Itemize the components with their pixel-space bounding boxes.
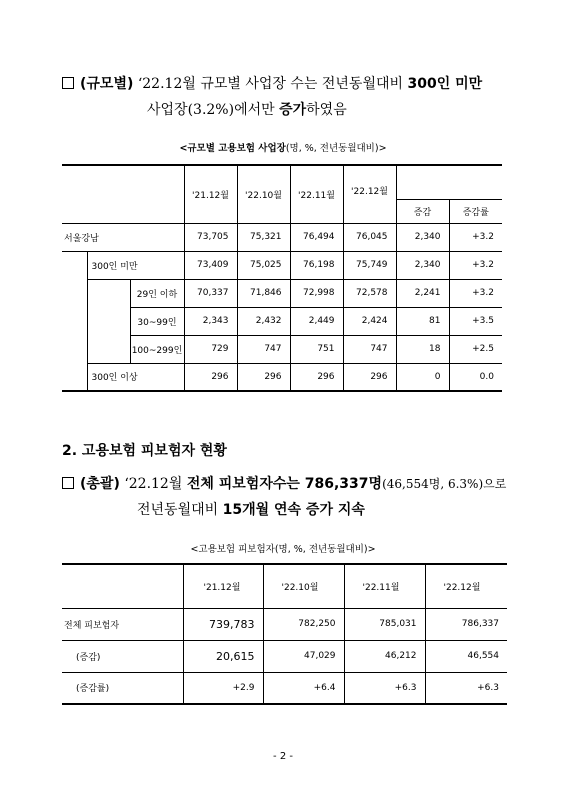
table-cell: 73,705 [184,223,237,251]
table-cell: 739,783 [183,608,263,640]
table-cell: 47,029 [263,640,344,672]
table-cell: +3.5 [449,307,502,335]
table-cell: 296 [237,363,290,391]
table-row [62,672,507,704]
section2-line2-bold: 15개월 연속 증가 지속 [222,502,365,518]
table-cell: +2.5 [449,335,502,363]
table2-header: '21.12월 [183,564,263,608]
section1-line2-bold: 증가 [279,102,307,118]
section2-line1-pre: ‘22.12월 [124,476,183,492]
table-cell: 747 [343,335,396,363]
table-cell: 2,340 [396,251,449,279]
table-cell: 0.0 [449,363,502,391]
section1-line1-bold: 300인 미만 [407,76,483,92]
table-cell: 751 [290,335,343,363]
table-cell: +3.2 [449,251,502,279]
table-cell: 296 [184,363,237,391]
table-cell: 72,998 [290,279,343,307]
table-cell: 46,554 [425,640,507,672]
table-cell: 72,578 [343,279,396,307]
table-cell: 73,409 [184,251,237,279]
table2-header: '22.11월 [344,564,425,608]
row-label: 29인 이하 [130,279,184,307]
table1 [62,164,502,392]
row-label: 30~99인 [130,307,184,335]
table-row [62,251,502,279]
table-cell: 2,424 [343,307,396,335]
section2-line1-post: (46,554명, 6.3%)으로 [382,477,507,491]
table-row [62,608,507,640]
table-cell: 76,198 [290,251,343,279]
table2-caption-rest: (명, %, 전년동월대비)> [274,544,376,555]
table-cell: 76,494 [290,223,343,251]
table1-header-row [62,165,502,199]
table-row [62,279,502,307]
table2-header: '22.10월 [263,564,344,608]
table1-header: 증감 [396,199,449,223]
table-cell: 75,321 [237,223,290,251]
table-cell: 782,250 [263,608,344,640]
table-cell: 71,846 [237,279,290,307]
section2-paragraph [62,474,532,520]
table1-empty-cell [449,165,502,199]
table-cell: 75,025 [237,251,290,279]
row-label: 300인 이상 [87,363,184,391]
table1-caption [0,140,566,154]
section2-line2-pre: 전년동월대비 [137,502,219,518]
table2 [62,563,507,705]
table2-header: '22.12월 [425,564,507,608]
table1-header: '22.11월 [290,165,343,223]
row-label: 서울강남 [64,233,99,244]
indent-cell [62,251,87,391]
section1-paragraph [62,74,532,120]
table1-empty-cell [343,199,396,223]
page-number: - 2 - [273,751,293,762]
table-cell: 296 [290,363,343,391]
table1-header: '22.12월 [343,165,396,199]
section1-label: (규모별) [80,76,134,92]
table-cell: 70,337 [184,279,237,307]
row-label: (증감률) [76,684,110,695]
table-cell: +6.4 [263,672,344,704]
table1-empty-cell [396,165,449,199]
section1-line1: ‘22.12월 규모별 사업장 수는 전년동월대비 [137,76,404,92]
table-cell: 20,615 [183,640,263,672]
table-cell: 747 [237,335,290,363]
table1-header: 증감률 [449,199,502,223]
table-cell: 0 [396,363,449,391]
table-cell: 18 [396,335,449,363]
table1-caption-rest: (명, %, 전년동월대비)> [285,143,387,154]
section1-line2-pre: 사업장(3.2%)에서만 [147,102,275,118]
row-label: 300인 미만 [87,251,184,279]
table-cell: 785,031 [344,608,425,640]
table-cell: 786,337 [425,608,507,640]
table-cell: 81 [396,307,449,335]
table-cell: 2,449 [290,307,343,335]
table1-caption-bold: <규모별 고용보험 사업장 [179,143,286,154]
table2-caption-bold: <고용보험 피보험자 [190,544,275,555]
table-cell: 2,340 [396,223,449,251]
row-label: 전체 피보험자 [64,620,120,631]
table-cell: +6.3 [425,672,507,704]
checkbox-bullet-icon [62,77,74,89]
table1-header: '21.12월 [184,165,237,223]
table1-header: '22.10월 [237,165,290,223]
row-label: (증감) [76,652,101,663]
table-cell: +2.9 [183,672,263,704]
table-cell: +3.2 [449,223,502,251]
table-row [62,640,507,672]
checkbox-bullet-icon [62,477,74,489]
section2-line1-bold: 전체 피보험자수는 786,337명 [186,476,383,492]
section2-heading: 2. 고용보험 피보험자 현황 [62,443,227,459]
table-cell: 2,343 [184,307,237,335]
table-row [62,363,502,391]
table2-header-row [62,564,507,608]
row-label: 100~299인 [130,335,184,363]
table2-corner-cell [62,564,183,608]
section1-line2-post: 하였음 [306,102,347,118]
table-cell: +3.2 [449,279,502,307]
table-cell: 46,212 [344,640,425,672]
table-cell: 729 [184,335,237,363]
table2-caption [0,541,566,555]
section2-label: (총괄) [80,476,120,492]
table-cell: 75,749 [343,251,396,279]
table1-corner-cell [62,165,184,223]
table-cell: 2,432 [237,307,290,335]
table-cell: 2,241 [396,279,449,307]
table-cell: +6.3 [344,672,425,704]
table-cell: 296 [343,363,396,391]
table-row [62,223,502,251]
indent-cell [87,279,130,363]
table-cell: 76,045 [343,223,396,251]
